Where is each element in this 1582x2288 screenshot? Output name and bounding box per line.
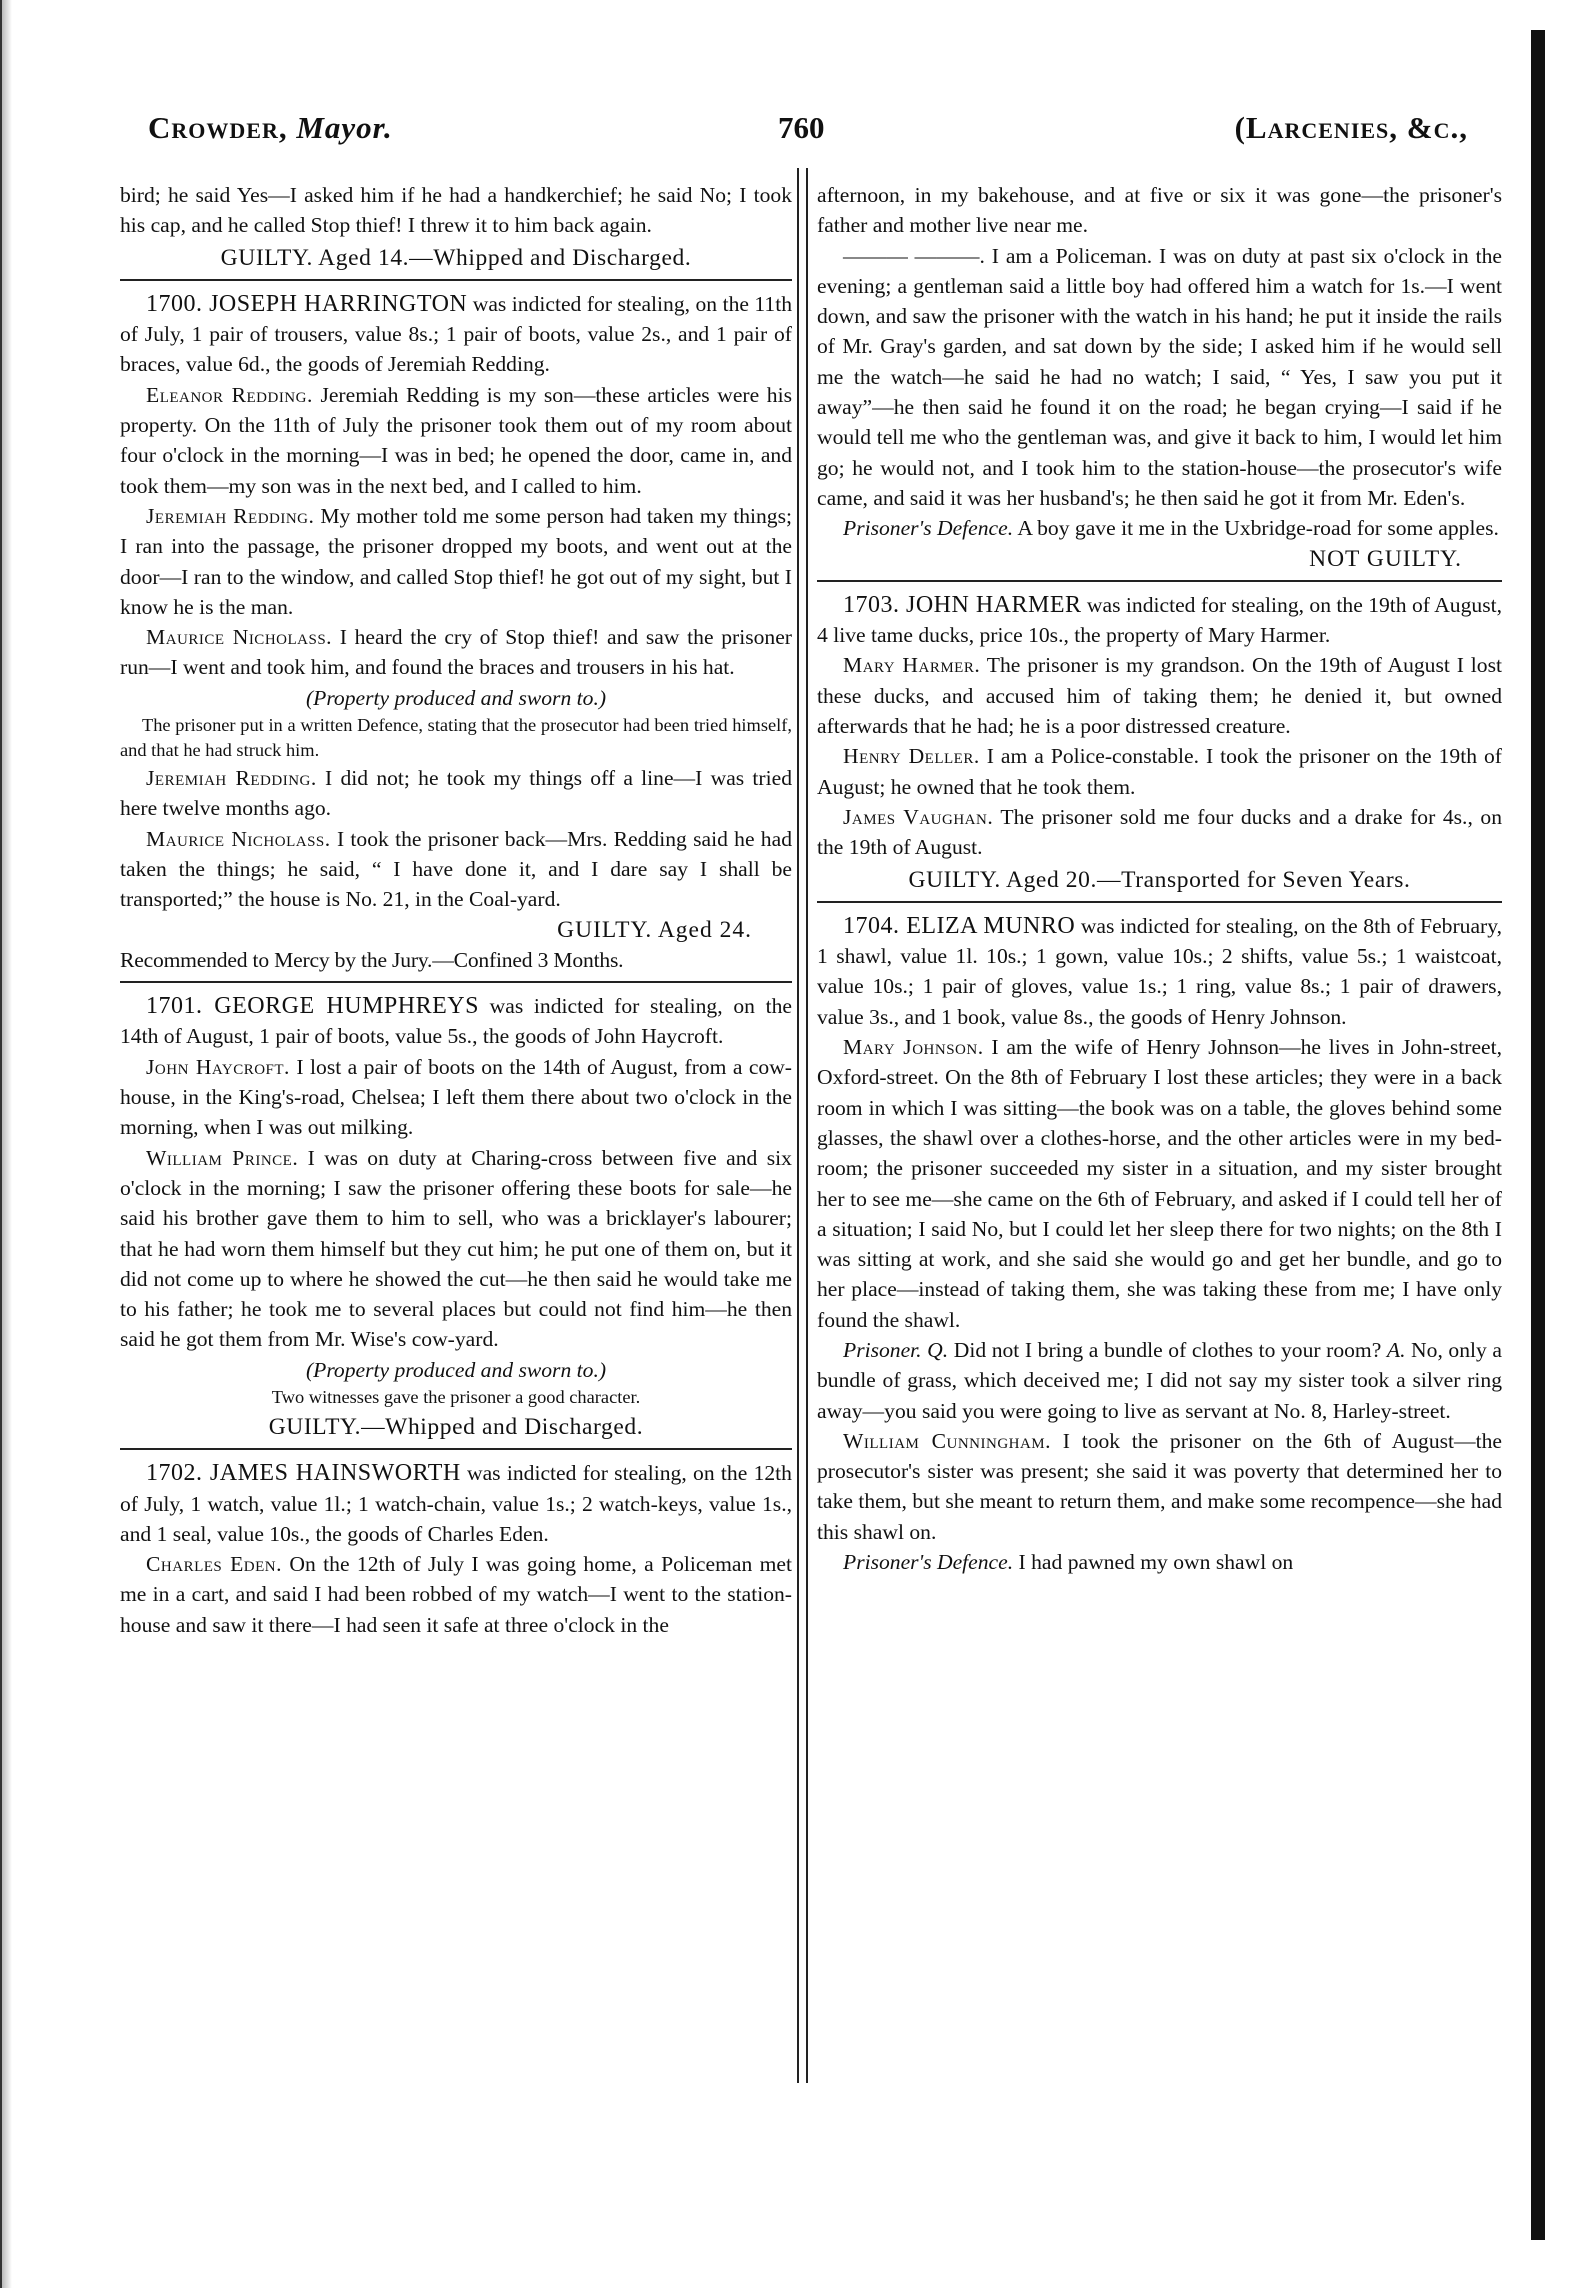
verdict: GUILTY. Aged 24. — [557, 916, 752, 943]
witness-name: Charles Eden. — [146, 1552, 283, 1577]
case-divider — [817, 901, 1502, 903]
testimony-text: On the 12th of July I was going home, a Policeman met me in a cart, and said I had been robbed of my watch—I went to the station-house and saw it there—I had seen it safe at three o'clock in the — [120, 1552, 792, 1637]
testimony — [120, 1143, 792, 1355]
testimony-text: Jeremiah Redding is my son—these articles were his property. On the 11th of July the prisoner took them out of my room about four o'clock in the morning—I was in bed; he opened the door, came in, and took them—my son was in the next bed, and I called to him. — [120, 382, 792, 498]
testimony-text: I am the wife of Henry Johnson—he lives in John-street, Oxford-street. On the 8th of February I lost these articles; they were in a back room in which I was sitting—the book was on a table, the gloves behind some glasses, the shawl over a clothes-horse, and the other articles were in my bed-room; the prisoner succeeded my sister in a situation, and my sister brought her to see me—she came on the 6th of February, and asked if I could tell her of a situation; I said No, but I could let her sleep there for two nights; on the 8th I was sitting at work, and she said she would go and get her bundle, and go to her place—instead of taking them, she was taking these from me; I have only found the shawl. — [817, 1035, 1503, 1332]
indictment-text: was indicted for stealing, on the 8th of February, 1 shawl, value 1l. 10s.; 1 gown, value 10s.; 2 shifts, value 5s.; 1 waistcoat, value 10s.; 1 pair of gloves, value 1s.; 1 ring, value 8s.; 1 pair of drawers, value 3s., and 1 book, value 8s., the goods of Henry Johnson. — [817, 913, 1503, 1029]
case-1702-indictment — [120, 1458, 792, 1549]
testimony-text: I took the prisoner on the 6th of August—the prosecutor's sister was present; she said it was poverty that determined her to take them, but she meant to return them, and make some recompence—she had this shawl on. — [817, 1428, 1502, 1544]
paragraph: afternoon, in my bakehouse, and at five or six it was gone—the prisoner's father and mother live near me. — [817, 183, 1502, 238]
case-title: 1701. GEORGE HUMPHREYS — [146, 993, 479, 1020]
question-label: Q. — [927, 1337, 949, 1362]
cross-examination — [817, 1335, 1502, 1426]
sentence: Recommended to Mercy by the Jury.—Confined 3 Months. — [120, 947, 624, 972]
defence-text: I had pawned my own shawl on — [1013, 1550, 1294, 1575]
answer-text: No, only a bundle of grass, which deceived me; I did not say my sister took a silver ring away—you said you were going to live as servant at No. 8, Harley-street. — [817, 1337, 1502, 1423]
testimony — [120, 1549, 792, 1640]
indictment-text: was indicted for stealing, on the 19th of August, 4 live tame ducks, price 10s., the property of Mary Harmer. — [817, 592, 1502, 648]
testimony-text: I heard the cry of Stop thief! and saw the prisoner run—I went and took him, and found the braces and trousers in his hat. — [120, 625, 792, 680]
testimony-text: I am a Police-constable. I took the prisoner on the 19th of August; he owned that he took them. — [817, 744, 1502, 799]
testimony — [817, 241, 1502, 514]
defence-note: The prisoner put in a written Defence, stating that the prosecutor had been tried himself, and that he had struck him. — [120, 715, 792, 761]
testimony-text: My mother told me some person had taken my things; I ran into the passage, the prisoner dropped my boots, and went out at the door—I ran to the window, and called Stop thief! he got out of my sight, but I know he is the man. — [120, 503, 792, 619]
witness-name: Maurice Nicholass. — [146, 625, 333, 650]
testimony-text: I took the prisoner back—Mrs. Redding said he had taken the things; he said, “ I have done it, and I dare say I shall be transported;” the house is No. 21, in the Coal-yard. — [120, 826, 792, 912]
testimony-text: I lost a pair of boots on the 14th of August, from a cow-house, in the King's-road, Chelsea; I left them there about two o'clock in the morning, when I was out milking. — [120, 1054, 792, 1140]
case-divider — [120, 981, 792, 983]
column-divider — [797, 168, 808, 2083]
case-title: 1703. JOHN HARMER — [843, 591, 1082, 618]
verdict: GUILTY.—Whipped and Discharged. — [268, 1413, 644, 1440]
witness-name: ——— ———. — [843, 243, 985, 268]
witness-name: William Prince. — [146, 1145, 299, 1170]
character-note: Two witnesses gave the prisoner a good character. — [271, 1386, 641, 1407]
testimony — [120, 501, 792, 622]
testimony — [817, 650, 1502, 741]
question-text: Did not I bring a bundle of clothes to your room? — [948, 1337, 1382, 1362]
testimony — [120, 763, 792, 824]
testimony — [120, 1052, 792, 1143]
case-divider — [120, 279, 792, 281]
testimony — [120, 824, 792, 915]
case-title: 1704. ELIZA MUNRO — [843, 912, 1076, 939]
case-title: 1702. JAMES HAINSWORTH — [146, 1460, 461, 1487]
defence-label: Prisoner's Defence. — [843, 516, 1014, 541]
case-title: 1700. JOSEPH HARRINGTON — [146, 290, 468, 317]
case-1704-indictment — [817, 911, 1502, 1032]
case-divider — [817, 580, 1502, 582]
indictment-text: was indicted for stealing, on the 14th of August, 1 pair of boots, value 5s., the goods of John Haycroft. — [120, 994, 792, 1049]
answer-label: A. — [1386, 1337, 1406, 1362]
testimony-text: I am a Policeman. I was on duty at past six o'clock in the evening; a gentleman said a little boy had offered him a watch for 1s.—I went down, and saw the prisoner with the watch in his hand; he put it inside the rails of Mr. Gray's garden, and sat down by the side; I asked him if he would sell me the watch—he said he had no watch; I said, “ Yes, I saw you put it away”—he then said he found it on the road; he began crying—I said if he would tell me who the gentleman was, and give it back to him, I would let him go; he would not, and I took him to the station-house—the prosecutor's wife came, and said it was her husband's; he then said he got it from Mr. Eden's. — [817, 243, 1502, 510]
witness-name: Eleanor Redding. — [146, 382, 313, 407]
testimony — [817, 1426, 1502, 1547]
page-binding-edge — [0, 0, 12, 2288]
case-1703-indictment — [817, 590, 1502, 651]
defence — [817, 513, 1502, 543]
evidence-note: (Property produced and sworn to.) — [305, 685, 607, 710]
defence-text: A boy gave it me in the Uxbridge-road for some apples. — [1013, 516, 1499, 541]
witness-name: Jeremiah Redding. — [146, 503, 315, 528]
left-column — [120, 180, 792, 1640]
witness-name: Mary Harmer. — [843, 653, 981, 678]
header-left — [148, 110, 393, 146]
witness-name: Mary Johnson. — [843, 1035, 984, 1060]
defence — [817, 1547, 1502, 1577]
witness-name: Henry Deller. — [843, 744, 980, 769]
testimony — [817, 741, 1502, 802]
defence-label: Prisoner's Defence. — [843, 1550, 1014, 1575]
testimony — [817, 802, 1502, 863]
case-1700-indictment — [120, 289, 792, 380]
testimony-text: The prisoner sold me four ducks and a drake for 4s., on the 19th of August. — [817, 804, 1502, 860]
header-right: (Larcenies, &c., — [1234, 110, 1468, 145]
witness-name: John Haycroft. — [146, 1054, 290, 1079]
case-1701-indictment — [120, 991, 792, 1052]
testimony-text: I did not; he took my things off a line—I was tried here twelve months ago. — [120, 766, 792, 821]
case-divider — [120, 1448, 792, 1450]
prisoner-label: Prisoner. — [843, 1337, 922, 1362]
header-title: Mayor. — [296, 110, 393, 145]
witness-name: James Vaughan. — [843, 804, 994, 829]
witness-name: William Cunningham. — [843, 1428, 1052, 1453]
verdict: GUILTY. Aged 20.—Transported for Seven Years. — [908, 866, 1411, 893]
right-column — [817, 180, 1502, 1577]
page-edge-shadow — [1531, 30, 1545, 2240]
indictment-text: was indicted for stealing, on the 12th of July, 1 watch, value 1l.; 1 watch-chain, value 1s.; 2 watch-keys, value 1s., and 1 seal, value 10s., the goods of Charles Eden. — [120, 1461, 792, 1546]
evidence-note: (Property produced and sworn to.) — [305, 1357, 607, 1382]
witness-name: Jeremiah Redding. — [146, 766, 317, 791]
testimony — [817, 1032, 1502, 1335]
verdict: GUILTY. Aged 14.—Whipped and Discharged. — [220, 244, 692, 271]
indictment-text: was indicted for stealing, on the 11th of July, 1 pair of trousers, value 8s.; 1 pair of boots, value 2s., and 1 pair of braces, value 6d., the goods of Jeremiah Redding. — [120, 291, 793, 377]
header-name: Crowder, — [148, 110, 288, 145]
page-number: 760 — [778, 110, 825, 145]
witness-name: Maurice Nicholass. — [146, 826, 331, 851]
testimony-text: I was on duty at Charing-cross between five and six o'clock in the morning; I saw the prisoner offering these boots for sale—he said his brother gave them to him to sell, who was a bricklayer's labourer; that he had worn them himself but they cut him; he put one of them on, but it did not come up to where he showed the cut—he then said he would take me to his father; he took me to several places but could not find him—he then said he got them from Mr. Wise's cow-yard. — [120, 1145, 792, 1352]
page-header — [148, 110, 1468, 150]
verdict: NOT GUILTY. — [1309, 545, 1462, 572]
testimony — [120, 380, 792, 501]
paragraph: bird; he said Yes—I asked him if he had a handkerchief; he said No; I took his cap, and he called Stop thief! I threw it to him back again. — [120, 183, 792, 238]
testimony-text: The prisoner is my grandson. On the 19th of August I lost these ducks, and accused him of taking them; he denied it, but owned afterwards that he had; he is a poor distressed creature. — [817, 653, 1503, 739]
testimony — [120, 622, 792, 683]
